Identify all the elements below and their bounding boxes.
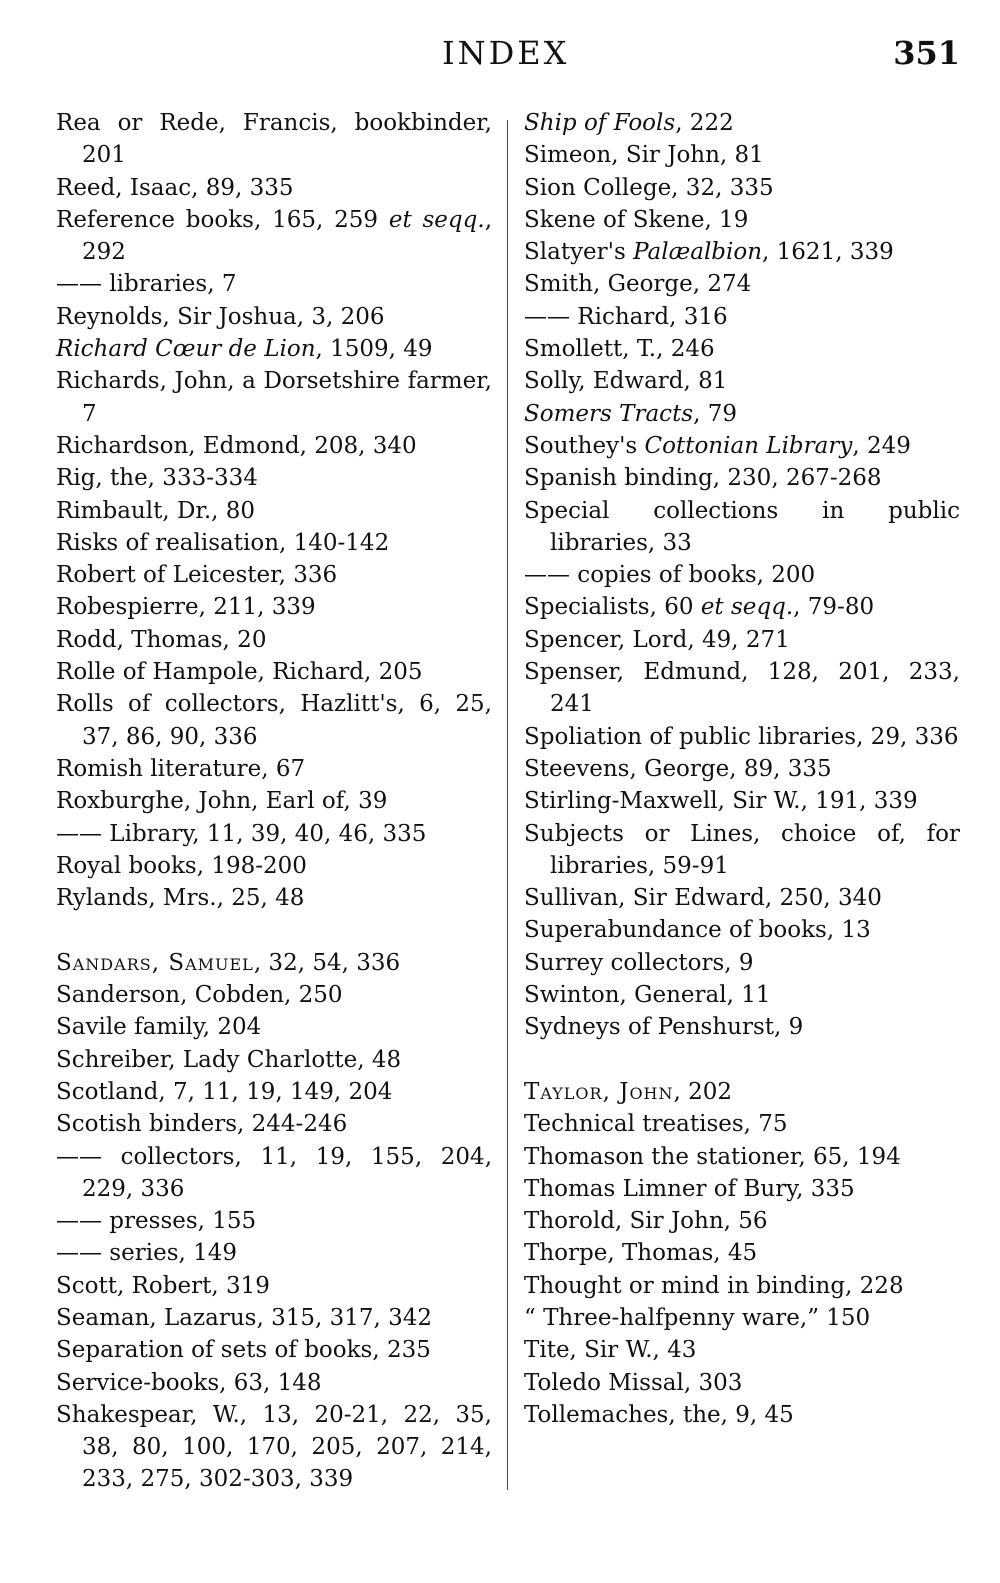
entry-text: Sullivan, Sir Edward, 250, 340 bbox=[524, 885, 882, 912]
entry-text: —— presses, 155 bbox=[56, 1208, 257, 1235]
index-entry bbox=[56, 430, 492, 462]
index-entry bbox=[524, 1141, 960, 1173]
index-entry bbox=[56, 462, 492, 494]
index-entry bbox=[56, 1011, 492, 1043]
italic-title: Somers Tracts bbox=[524, 400, 694, 427]
entry-text: Service-books, 63, 148 bbox=[56, 1369, 322, 1396]
entry-text: Tollemaches, the, 9, 45 bbox=[524, 1401, 794, 1428]
entry-text: Romish literature, 67 bbox=[56, 755, 306, 782]
index-entry bbox=[524, 172, 960, 204]
index-entry bbox=[524, 1334, 960, 1366]
entry-text: Thorold, Sir John, 56 bbox=[524, 1208, 768, 1235]
entry-text: , 1509, 49 bbox=[315, 336, 433, 363]
index-entry bbox=[56, 656, 492, 688]
index-entry bbox=[524, 818, 960, 883]
index-entry bbox=[56, 1237, 492, 1269]
index-entry bbox=[56, 688, 492, 753]
entry-text: Smith, George, 274 bbox=[524, 271, 752, 298]
entry-text: Southey's bbox=[524, 432, 645, 459]
entry-text: Reed, Isaac, 89, 335 bbox=[56, 174, 294, 201]
index-entry bbox=[56, 1334, 492, 1366]
index-entry bbox=[524, 1399, 960, 1431]
entry-text: Robert of Leicester, 336 bbox=[56, 562, 338, 589]
entry-text: Robespierre, 211, 339 bbox=[56, 594, 316, 621]
index-entry bbox=[524, 333, 960, 365]
index-entry bbox=[524, 914, 960, 946]
entry-text: , 32, 54, 336 bbox=[253, 949, 401, 976]
entry-text: Solly, Edward, 81 bbox=[524, 368, 728, 395]
entry-text: , 222 bbox=[675, 110, 734, 136]
index-entry bbox=[524, 204, 960, 236]
entry-text: , 79 bbox=[693, 400, 737, 427]
section-head-name: Taylor, John bbox=[524, 1078, 674, 1105]
index-entry bbox=[524, 430, 960, 462]
index-entry bbox=[56, 1076, 492, 1108]
entry-text: Spoliation of public libraries, 29, 336 bbox=[524, 723, 959, 750]
entry-text: Spanish binding, 230, 267-268 bbox=[524, 465, 882, 492]
entry-text: Spenser, Edmund, 128, 201, 233, 241 bbox=[524, 659, 960, 718]
entry-text: Scott, Robert, 319 bbox=[56, 1272, 270, 1299]
index-entry bbox=[524, 656, 960, 721]
index-entry bbox=[524, 495, 960, 560]
entry-text: Savile family, 204 bbox=[56, 1014, 262, 1041]
entry-text: Risks of realisation, 140-142 bbox=[56, 529, 390, 556]
index-entry bbox=[56, 1044, 492, 1076]
index-entry bbox=[56, 624, 492, 656]
index-entry bbox=[524, 721, 960, 753]
index-entry bbox=[524, 1302, 960, 1334]
entry-text: Scotish binders, 244-246 bbox=[56, 1111, 348, 1138]
entry-text: Simeon, Sir John, 81 bbox=[524, 142, 764, 169]
entry-text: Rolls of collectors, Hazlitt's, 6, 25, 37, 86, 90, 336 bbox=[56, 691, 492, 750]
entry-text: Seaman, Lazarus, 315, 317, 342 bbox=[56, 1304, 433, 1331]
index-entry bbox=[524, 624, 960, 656]
entry-text: , 1621, 339 bbox=[762, 239, 894, 266]
italic-title: Ship of Fools bbox=[524, 110, 676, 136]
entry-text: Separation of sets of books, 235 bbox=[56, 1337, 431, 1364]
index-entry bbox=[56, 204, 492, 269]
index-entry bbox=[524, 591, 960, 623]
running-title: INDEX bbox=[442, 34, 570, 72]
entry-text: Thomason the stationer, 65, 194 bbox=[524, 1143, 901, 1170]
index-entry bbox=[56, 333, 492, 365]
entry-text: Richards, John, a Dorsetshire farmer, 7 bbox=[56, 368, 492, 427]
italic-title: et seqq. bbox=[388, 206, 485, 233]
entry-text: Sydneys of Penshurst, 9 bbox=[524, 1014, 804, 1041]
entry-text: Steevens, George, 89, 335 bbox=[524, 755, 832, 782]
index-entry bbox=[524, 236, 960, 268]
entry-text: Superabundance of books, 13 bbox=[524, 917, 871, 944]
index-entry bbox=[524, 753, 960, 785]
index-entry bbox=[56, 882, 492, 914]
entry-text: Spencer, Lord, 49, 271 bbox=[524, 626, 790, 653]
entry-text: Royal books, 198-200 bbox=[56, 852, 307, 879]
entry-text: , 249 bbox=[852, 432, 911, 459]
index-entry bbox=[56, 850, 492, 882]
column-divider bbox=[507, 120, 508, 1490]
index-entry bbox=[524, 107, 960, 139]
entry-text: —— libraries, 7 bbox=[56, 271, 237, 298]
entry-text: Roxburghe, John, Earl of, 39 bbox=[56, 788, 388, 815]
index-entry bbox=[56, 172, 492, 204]
entry-text: Tite, Sir W., 43 bbox=[524, 1337, 697, 1364]
index-entry bbox=[524, 882, 960, 914]
index-entry bbox=[524, 268, 960, 300]
index-entry bbox=[56, 495, 492, 527]
index-entry bbox=[524, 139, 960, 171]
entry-text: Richardson, Edmond, 208, 340 bbox=[56, 432, 417, 459]
index-entry bbox=[524, 1076, 960, 1108]
index-entry bbox=[56, 591, 492, 623]
index-entry bbox=[56, 785, 492, 817]
entry-text: Stirling-Maxwell, Sir W., 191, 339 bbox=[524, 788, 918, 815]
index-entry bbox=[56, 1141, 492, 1206]
entry-text: Rodd, Thomas, 20 bbox=[56, 626, 267, 653]
entry-text: Rolle of Hampole, Richard, 205 bbox=[56, 659, 423, 686]
italic-title: et seqq. bbox=[700, 594, 794, 621]
entry-text: , 292 bbox=[82, 206, 492, 266]
entry-text: Thought or mind in binding, 228 bbox=[524, 1272, 904, 1299]
index-entry bbox=[524, 1011, 960, 1043]
entry-text: Shakespear, W., 13, 20-21, 22, 35, 38, 80, 100, 170, 205, 207, 214, 233, 275, 302-303, 339 bbox=[56, 1401, 492, 1493]
index-entry bbox=[524, 365, 960, 397]
page-header bbox=[0, 34, 1000, 82]
entry-text: Sion College, 32, 335 bbox=[524, 174, 774, 201]
entry-text: —— Library, 11, 39, 40, 46, 335 bbox=[56, 820, 427, 847]
index-entry bbox=[524, 1237, 960, 1269]
entry-text: Schreiber, Lady Charlotte, 48 bbox=[56, 1046, 402, 1073]
index-entry bbox=[524, 301, 960, 333]
entry-text: Thomas Limner of Bury, 335 bbox=[524, 1175, 855, 1202]
entry-text: Toledo Missal, 303 bbox=[524, 1369, 743, 1396]
entry-text: Special collections in public libraries, 33 bbox=[524, 497, 960, 556]
index-entry bbox=[524, 398, 960, 430]
entry-text: Subjects or Lines, choice of, for libraries, 59-91 bbox=[524, 820, 960, 879]
entry-text: Rimbault, Dr., 80 bbox=[56, 497, 256, 524]
entry-text: Rylands, Mrs., 25, 48 bbox=[56, 885, 305, 912]
entry-text: Slatyer's bbox=[524, 239, 634, 266]
entry-text: Scotland, 7, 11, 19, 149, 204 bbox=[56, 1078, 393, 1105]
italic-title: Richard Cœur de Lion bbox=[56, 336, 316, 363]
italic-title: Cottonian Library bbox=[644, 432, 853, 459]
index-entry bbox=[524, 979, 960, 1011]
entry-text: Surrey collectors, 9 bbox=[524, 949, 754, 976]
index-entry bbox=[56, 1367, 492, 1399]
entry-text: Thorpe, Thomas, 45 bbox=[524, 1240, 758, 1267]
page-number: 351 bbox=[893, 34, 960, 72]
index-entry bbox=[524, 1270, 960, 1302]
index-entry bbox=[524, 1173, 960, 1205]
index-entry bbox=[56, 559, 492, 591]
entry-text: —— copies of books, 200 bbox=[524, 562, 816, 589]
entry-text: Specialists, 60 bbox=[524, 594, 701, 621]
entry-text: Technical treatises, 75 bbox=[524, 1111, 788, 1138]
index-entry bbox=[56, 527, 492, 559]
entry-text: “ Three-halfpenny ware,” 150 bbox=[524, 1304, 871, 1331]
index-entry bbox=[56, 979, 492, 1011]
index-column-right bbox=[524, 107, 960, 1431]
section-head-name: Sandars, Samuel bbox=[56, 949, 254, 976]
index-entry bbox=[524, 559, 960, 591]
index-entry bbox=[56, 301, 492, 333]
entry-text: —— Richard, 316 bbox=[524, 303, 728, 330]
italic-title: Palæalbion bbox=[633, 239, 763, 266]
index-entry bbox=[56, 107, 492, 172]
index-entry bbox=[56, 753, 492, 785]
index-entry bbox=[524, 785, 960, 817]
entry-text: Rea or Rede, Francis, bookbinder, 201 bbox=[56, 110, 492, 169]
index-entry bbox=[56, 365, 492, 430]
entry-text: Skene of Skene, 19 bbox=[524, 206, 749, 233]
section-gap bbox=[56, 914, 492, 946]
entry-text: , 202 bbox=[673, 1078, 733, 1105]
index-entry bbox=[56, 818, 492, 850]
entry-text: Sanderson, Cobden, 250 bbox=[56, 982, 343, 1009]
entry-text: —— series, 149 bbox=[56, 1240, 238, 1267]
entry-text: , 79-80 bbox=[793, 594, 875, 621]
index-entry bbox=[524, 462, 960, 494]
index-column-left bbox=[56, 107, 492, 1496]
index-entry bbox=[524, 1108, 960, 1140]
index-entry bbox=[56, 268, 492, 300]
entry-text: Swinton, General, 11 bbox=[524, 982, 771, 1009]
index-entry bbox=[524, 1205, 960, 1237]
index-entry bbox=[524, 1367, 960, 1399]
index-entry bbox=[56, 1399, 492, 1496]
section-gap bbox=[524, 1044, 960, 1076]
entry-text: —— collectors, 11, 19, 155, 204, 229, 336 bbox=[56, 1143, 492, 1202]
index-entry bbox=[56, 1270, 492, 1302]
entry-text: Reference books, 165, 259 bbox=[56, 206, 389, 233]
entry-text: Reynolds, Sir Joshua, 3, 206 bbox=[56, 303, 385, 330]
index-entry bbox=[56, 947, 492, 979]
index-entry bbox=[56, 1302, 492, 1334]
index-entry bbox=[56, 1205, 492, 1237]
entry-text: Smollett, T., 246 bbox=[524, 336, 715, 363]
entry-text: Rig, the, 333-334 bbox=[56, 465, 258, 492]
index-entry bbox=[524, 947, 960, 979]
index-entry bbox=[56, 1108, 492, 1140]
